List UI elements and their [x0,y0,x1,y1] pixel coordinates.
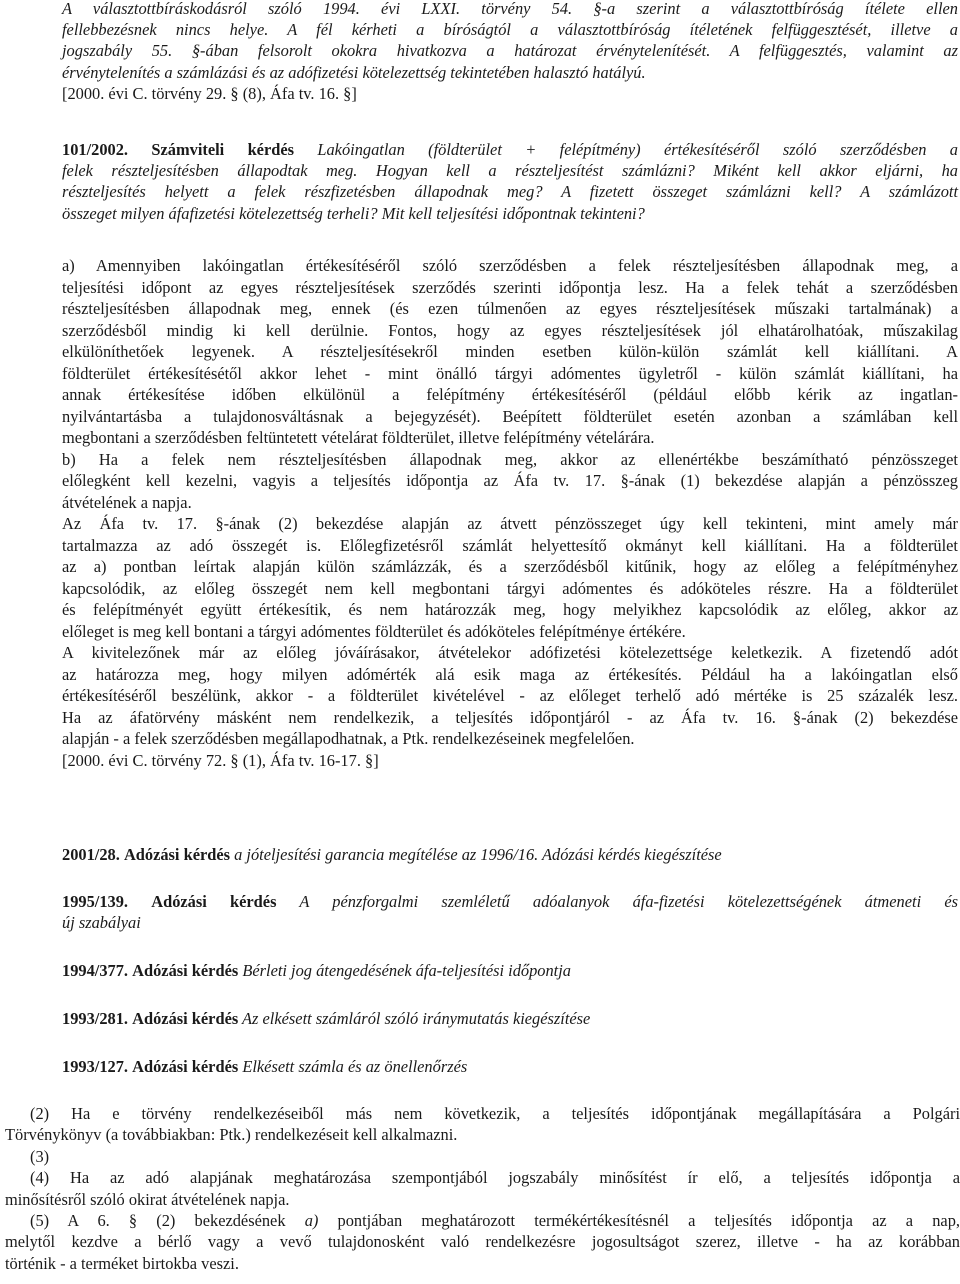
law-line: történik - a terméket birtokba veszi. [5,1253,239,1273]
answer-line: előleget is meg kell bontani a tárgyi adómentes földterület és adóköteles felépítménye értékére. [62,621,686,641]
law-reference: [2000. évi C. törvény 72. § (1), Áfa tv. 16-17. §] [62,750,379,770]
question-text: a jóteljesítési garancia megítélése az 1996/16. Adózási kérdés kiegészítése [234,845,722,864]
law-text-part: a) [304,1211,319,1231]
intro-paragraph [62,0,958,104]
question-1995-139 [62,891,958,933]
question-text: Az elkésett számláról szóló iránymutatás kiegészítése [242,1009,591,1028]
law-line: (4) Ha az adó alapjának meghatározása szempontjából jogszabály minősítést ír elő, a teljesítés időpontja a [30,1168,960,1188]
answer-line: szerződésből mindig ki kell derülnie. Fontos, hogy az egyes részteljesítések jól elhatárolhatóak, műszakilag [62,320,958,340]
answer-line: tartalmazza az adó összegét is. Előlegfizetésről számlát helyettesítő okmányt kell kiállítani. Ha a földterület [62,535,958,555]
question-2001-28 [62,844,958,865]
text-line: részteljesítés helyett a felek részfizetésben állapodnak meg? A fizetett összeget számlázni kell? A számlázott [62,182,958,202]
law-line: (2) Ha e törvény rendelkezéseiből más nem következik, a teljesítés időpontjának megállapítására a Polgári [30,1104,960,1123]
answer-line: A kivitelezőnek már az előleg jóváírásakor, átvételekor adófizetési kötelezettsége keletkezik. A fizetendő adót [62,643,958,662]
answer-text [62,255,958,771]
answer-line: átvételének a napja. [62,492,192,512]
question-kind: Adózási kérdés [132,1057,239,1076]
law-line: Törvénykönyv (a továbbiakban: Ptk.) rendelkezéseit kell alkalmazni. [5,1125,458,1145]
law-reference: [2000. évi C. törvény 29. § (8), Áfa tv. 16. §] [62,83,357,103]
question-text: Bérleti jog átengedésének áfa-teljesítési időpontja [242,961,571,980]
question-kind: Adózási kérdés [132,1009,239,1028]
law-text-part: (5) A 6. § (2) bekezdésének [30,1211,286,1231]
question-kind: Adózási kérdés [132,961,239,980]
answer-line: az a) pontban leírtak alapján külön számlázzák, és a szerződésből kitűnik, hogy az előleg a felépítményhez [62,557,958,576]
question-number: 1995/139. [62,892,129,911]
answer-line: alapján - a felek szerződésben megállapodhatnak, a Ptk. rendelkezéseinek megfelelően. [62,729,635,748]
answer-line: annak értékesítése időben elkülönül a felépítmény értékesítéséről (például előbb kérik az ingatlan- [62,385,958,404]
answer-line: földterület értékesítésétől akkor lehet - mint önálló tárgyi adómentes ügyletről - külön számlát kiállítani, ha [62,363,958,383]
text-line: felek részteljesítésben állapodtak meg. Hogyan kell a részteljesítést számlázni? Miként kell akkor eljárni, ha [62,161,958,181]
answer-line: elkülöníthetőek legyenek. A részteljesítésekről minden esetben külön-külön számlát kell kiállítani. A [62,342,958,361]
law-text-part: pontjában meghatározott termékértékesítésnél a teljesítés időpontja az a nap, [337,1211,960,1231]
question-1994-377 [62,960,958,981]
question-1993-127 [62,1056,958,1077]
answer-line: Ha az áfatörvény másként nem rendelkezik, a teljesítés időpontjáról - az Áfa tv. 16. §-ának (2) bekezdése [62,707,958,727]
question-number: 2001/28. [62,845,120,864]
question-text: A pénzforgalmi szemléletű adóalanyok áfa-fizetési kötelezettségének átmeneti és [299,892,958,911]
question-1993-281 [62,1008,958,1029]
text-line: összeget milyen áfafizetési kötelezettség terheli? Mit kell teljesítési időpontnak tekinteni? [62,203,645,223]
text-line: új szabályai [62,913,141,933]
question-number: 1993/281. [62,1009,129,1028]
question-kind: Számviteli kérdés [151,140,295,159]
answer-line: teljesítési időpont az egyes részteljesítések szerződés szerinti időpontja lesz. Ha a felek tehát a szerződésben [62,277,958,297]
answer-line: az határozza meg, hogy milyen adómérték alá esik maga az értékesítés. Például ha a lakóingatlan első [62,664,958,684]
law-line: melytől kezdve a bérlő vagy a vevő tulajdonosként való rendelkezésre jogosultságot szerez, illetve - ha az korábban [5,1232,960,1252]
answer-line: értékesítéséről beszélünk, akkor - a földterület kivételével - az előleget terhelő adó mértéke is 25 százalék lesz. [62,686,958,705]
question-number: 101/2002. [62,140,129,159]
law-line: minősítésről szóló okirat átvételének napja. [5,1189,290,1209]
text-line: érvénytelenítés a számlázási és az adófizetési kötelezettség tekintetében halasztó hatályú. [62,62,646,82]
question-kind: Adózási kérdés [151,892,277,911]
question-kind: Adózási kérdés [123,845,231,864]
text-line: fellebbezésnek nincs helye. A fél kérheti a bíróságtól a választottbíróság ítéletének felfüggesztését, illetve a [62,20,958,40]
answer-line: b) Ha a felek nem részteljesítésben állapodnak meg, akkor az ellenértékbe beszámítható pénzösszeget [62,449,958,469]
answer-line: és felépítményét együtt értékesítik, és nem határozzák meg, hogy melyikhez kapcsolódik az előleg, akkor az [62,600,958,619]
answer-line: a) Amennyiben lakóingatlan értékesítéséről szóló szerződésben a felek részteljesítésben állapodnak meg, a [62,256,958,275]
text-line: A választottbíráskodásról szóló 1994. évi LXXI. törvény 54. §-a szerint a választottbíróság ítélete ellen [62,0,958,18]
answer-line: nyilvántartásba a tulajdonosváltásnak a bejegyzését). Beépített földterület esetén azonban a számlában kell [62,406,958,426]
question-number: 1993/127. [62,1057,129,1076]
question-101-2002 [62,139,958,224]
answer-line: Az Áfa tv. 17. §-ának (2) bekezdése alapján az átvett pénzösszeget úgy kell tekinteni, mint amely már [62,514,958,533]
answer-line: kapcsolódik, az előleg összegét nem kell megbontani tárgyi adómentes és adóköteles részre. Ha a földterület [62,578,958,598]
answer-line: előlegként kell kezelni, vagyis a teljesítés időpontja az Áfa tv. 17. §-ának (1) bekezdése alapján a pénzösszeg [62,471,958,490]
law-text [5,1103,960,1274]
answer-line: megbontani a szerződésben feltüntetett vételárat földterület, illetve felépítmény vételárára. [62,428,655,447]
text-line: jogszabály 55. §-ában felsorolt okokra hivatkozva a határozat érvénytelenítését. A felfüggesztés, valamint az [62,41,958,61]
answer-line: részteljesítésben állapodnak meg, ennek (és ezen túlmenően az egyes részteljesítések műszaki tartalmának) a [62,299,958,318]
question-number: 1994/377. [62,961,129,980]
law-line: (3) [30,1146,50,1166]
question-text: Elkésett számla és az önellenőrzés [242,1057,468,1076]
question-text: Lakóingatlan (földterület + felépítmény) értékesítéséről szóló szerződésben a [317,140,958,159]
